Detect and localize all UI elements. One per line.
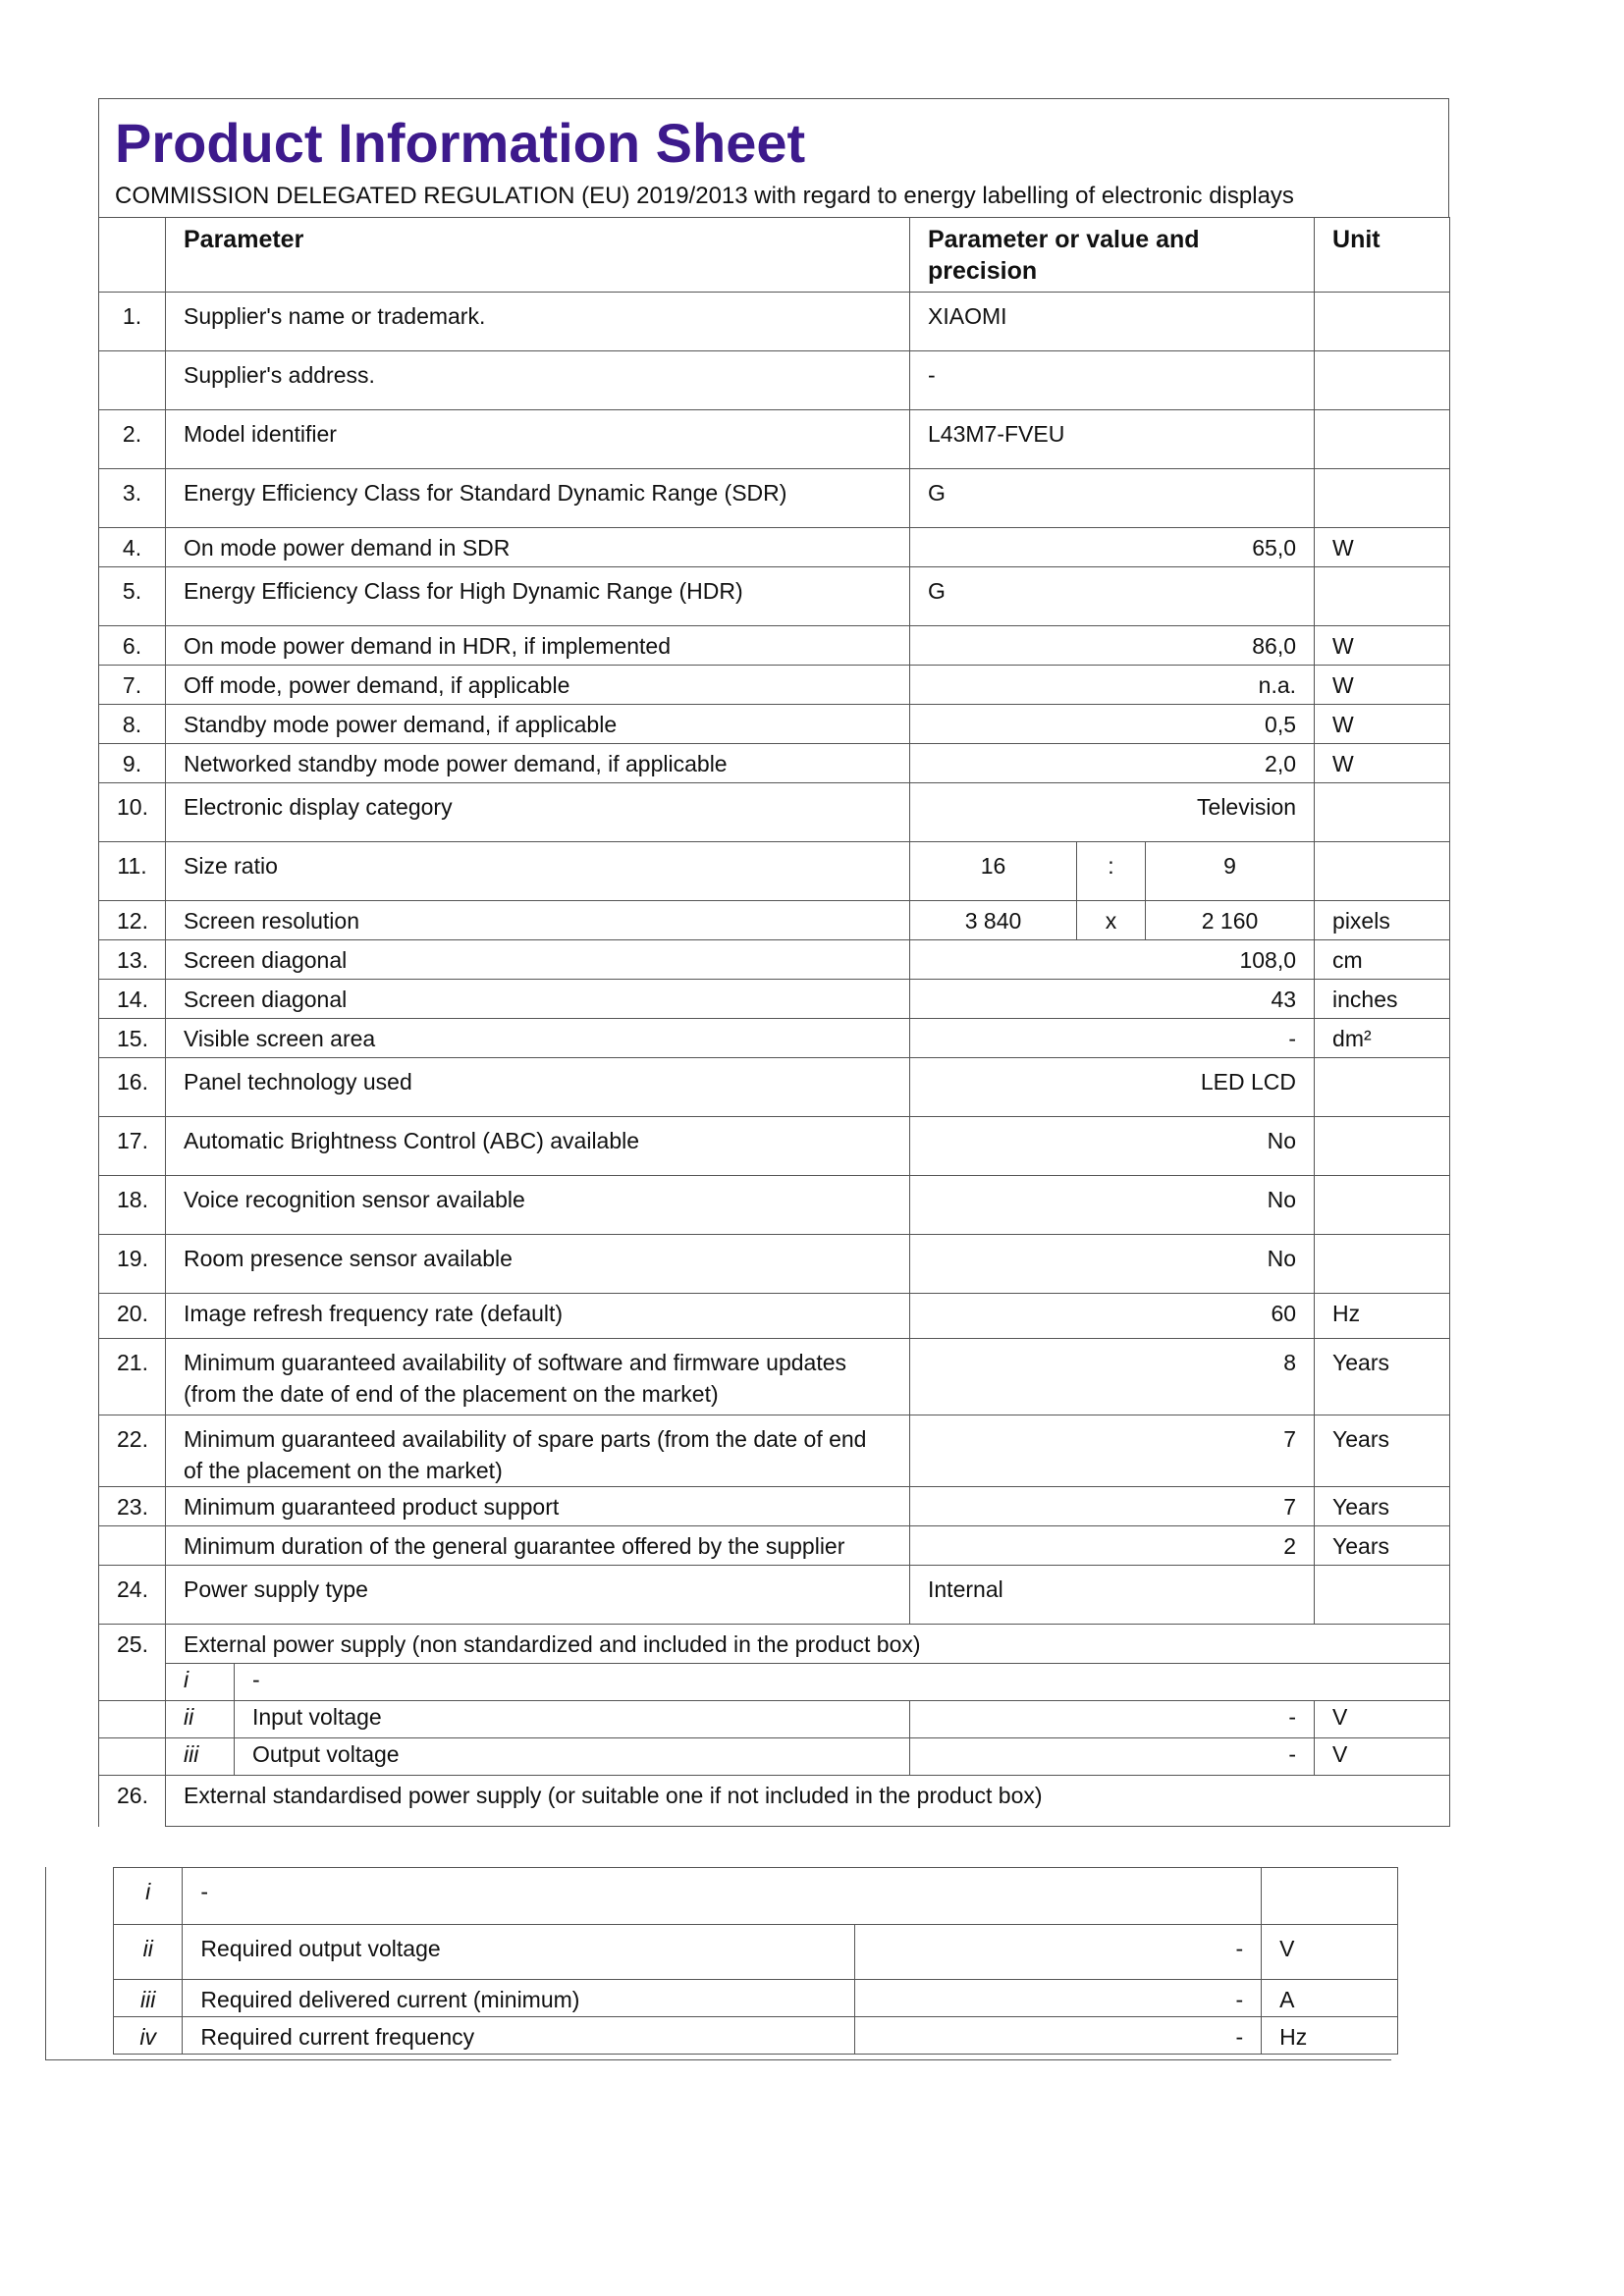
row-unit: W	[1315, 744, 1450, 783]
row-value: 7	[910, 1415, 1315, 1487]
row-value: LED LCD	[910, 1058, 1315, 1117]
row-value: 60	[910, 1294, 1315, 1339]
roman-numeral: iii	[114, 1980, 183, 2017]
sub-label: Required delivered current (minimum)	[183, 1980, 854, 2017]
value-a: 3 840	[910, 901, 1077, 940]
row-unit	[1315, 1176, 1450, 1235]
table-row	[114, 1925, 1398, 1980]
row-number: 2.	[99, 410, 166, 469]
row-number: 3.	[99, 469, 166, 528]
row-unit: inches	[1315, 980, 1450, 1019]
table-row	[99, 410, 1450, 469]
row-value: 108,0	[910, 940, 1315, 980]
header-value: Parameter or value and precision	[910, 218, 1315, 293]
parameter-table	[98, 217, 1450, 1827]
row-value: 0,5	[910, 705, 1315, 744]
row-value: 2	[910, 1526, 1315, 1566]
header-parameter: Parameter	[166, 218, 910, 293]
row-number: 21.	[99, 1339, 166, 1415]
sub-label: Required current frequency	[183, 2017, 854, 2055]
table-row	[99, 901, 1450, 940]
table-row	[99, 351, 1450, 410]
row-value: 65,0	[910, 528, 1315, 567]
row-value: -	[910, 351, 1315, 410]
row-number: 13.	[99, 940, 166, 980]
row-unit	[1315, 1058, 1450, 1117]
row-number: 4.	[99, 528, 166, 567]
sub-unit	[1262, 1868, 1398, 1925]
row-unit: Years	[1315, 1339, 1450, 1415]
external-standardised-supply-table	[113, 1867, 1398, 2055]
row-label: Supplier's address.	[166, 351, 910, 410]
row-number: 5.	[99, 567, 166, 626]
row-number: 24.	[99, 1566, 166, 1625]
row-label: Screen diagonal	[166, 980, 910, 1019]
row-number: 10.	[99, 783, 166, 842]
row-label: Visible screen area	[166, 1019, 910, 1058]
row-unit: Years	[1315, 1487, 1450, 1526]
row-label: Screen diagonal	[166, 940, 910, 980]
row-number: 26.	[99, 1776, 166, 1827]
table-row	[99, 567, 1450, 626]
table-row	[99, 1701, 1450, 1738]
row-value: No	[910, 1176, 1315, 1235]
row-unit	[1315, 1566, 1450, 1625]
table-row	[99, 293, 1450, 351]
row-value: 7	[910, 1487, 1315, 1526]
row-label: Minimum guaranteed product support	[166, 1487, 910, 1526]
table-row	[99, 744, 1450, 783]
sub-value: -	[910, 1738, 1315, 1776]
row-label: Standby mode power demand, if applicable	[166, 705, 910, 744]
value-b: 9	[1146, 842, 1315, 901]
row-label: On mode power demand in SDR	[166, 528, 910, 567]
value-a: 16	[910, 842, 1077, 901]
row-unit	[1315, 842, 1450, 901]
product-information-sheet	[98, 98, 1449, 1827]
row-value: No	[910, 1117, 1315, 1176]
table-row	[99, 1176, 1450, 1235]
row-value: n.a.	[910, 666, 1315, 705]
row-value: XIAOMI	[910, 293, 1315, 351]
row-unit: Hz	[1315, 1294, 1450, 1339]
table-row	[99, 705, 1450, 744]
table-row	[99, 1776, 1450, 1827]
row-value: 43	[910, 980, 1315, 1019]
row-number: 9.	[99, 744, 166, 783]
table-row	[99, 980, 1450, 1019]
table-row	[99, 1625, 1450, 1664]
row-value: -	[910, 1019, 1315, 1058]
row-unit	[1315, 1235, 1450, 1294]
row-value: G	[910, 567, 1315, 626]
row-value: Internal	[910, 1566, 1315, 1625]
row-label: Screen resolution	[166, 901, 910, 940]
row-label: Energy Efficiency Class for Standard Dynamic Range (SDR)	[166, 469, 910, 528]
row-label: Electronic display category	[166, 783, 910, 842]
table-row	[99, 1664, 1450, 1701]
row-value: 86,0	[910, 626, 1315, 666]
sub-label: -	[183, 1868, 1262, 1925]
table-row	[114, 1980, 1398, 2017]
title-box	[98, 98, 1449, 217]
table-row	[99, 1019, 1450, 1058]
sub-unit: Hz	[1262, 2017, 1398, 2055]
row-label: Voice recognition sensor available	[166, 1176, 910, 1235]
row-label: Image refresh frequency rate (default)	[166, 1294, 910, 1339]
sub-value: -	[854, 1980, 1262, 2017]
row-number: 7.	[99, 666, 166, 705]
row-unit: Years	[1315, 1415, 1450, 1487]
roman-numeral: ii	[114, 1925, 183, 1980]
row-unit: W	[1315, 528, 1450, 567]
row-number: 14.	[99, 980, 166, 1019]
row-unit: W	[1315, 626, 1450, 666]
row-value: No	[910, 1235, 1315, 1294]
row-unit: cm	[1315, 940, 1450, 980]
row-number: 25.	[99, 1625, 166, 1701]
row-label: External power supply (non standardized and included in the product box)	[166, 1625, 1450, 1664]
row-label: Panel technology used	[166, 1058, 910, 1117]
row-unit	[1315, 783, 1450, 842]
roman-numeral: i	[114, 1868, 183, 1925]
regulation-subtitle: COMMISSION DELEGATED REGULATION (EU) 2019/2013 with regard to energy labelling of electronic displays	[115, 183, 1294, 209]
sub-label: Output voltage	[235, 1738, 910, 1776]
sub-value: -	[910, 1701, 1315, 1738]
sub-unit: V	[1315, 1738, 1450, 1776]
row-value: Television	[910, 783, 1315, 842]
header-unit: Unit	[1315, 218, 1450, 293]
row-unit	[1315, 1117, 1450, 1176]
row-label: Automatic Brightness Control (ABC) available	[166, 1117, 910, 1176]
row-value: L43M7-FVEU	[910, 410, 1315, 469]
sub-unit: V	[1262, 1925, 1398, 1980]
row-number: 6.	[99, 626, 166, 666]
sub-label: Required output voltage	[183, 1925, 854, 1980]
row-number: 11.	[99, 842, 166, 901]
roman-numeral: ii	[166, 1701, 235, 1738]
row-unit	[1315, 293, 1450, 351]
row-label: Size ratio	[166, 842, 910, 901]
row-unit	[1315, 567, 1450, 626]
row-number: 15.	[99, 1019, 166, 1058]
row-label: Minimum guaranteed availability of spare parts (from the date of end of the placement on the market)	[166, 1415, 910, 1487]
external-standardised-supply-block	[45, 1867, 1398, 2055]
sub-value: -	[854, 1925, 1262, 1980]
row-label: Minimum guaranteed availability of software and firmware updates (from the date of end of the placement on the market)	[166, 1339, 910, 1415]
table-row	[99, 842, 1450, 901]
row-number: 23.	[99, 1487, 166, 1526]
sub-unit: V	[1315, 1701, 1450, 1738]
roman-numeral: iii	[166, 1738, 235, 1776]
row-number: 18.	[99, 1176, 166, 1235]
row-number	[99, 1738, 166, 1776]
value-b: 2 160	[1146, 901, 1315, 940]
row-label: Minimum duration of the general guarantee offered by the supplier	[166, 1526, 910, 1566]
row-value: 8	[910, 1339, 1315, 1415]
table-row	[99, 1235, 1450, 1294]
table-row	[99, 1339, 1450, 1415]
row-unit: dm²	[1315, 1019, 1450, 1058]
table-row	[99, 1117, 1450, 1176]
row-value: 2,0	[910, 744, 1315, 783]
table-row	[99, 1487, 1450, 1526]
table-row	[99, 666, 1450, 705]
row-label: Room presence sensor available	[166, 1235, 910, 1294]
row-label: Model identifier	[166, 410, 910, 469]
row-number: 22.	[99, 1415, 166, 1487]
row-number: 19.	[99, 1235, 166, 1294]
row-value: G	[910, 469, 1315, 528]
row-number: 16.	[99, 1058, 166, 1117]
row-label: Energy Efficiency Class for High Dynamic Range (HDR)	[166, 567, 910, 626]
row-unit	[1315, 351, 1450, 410]
table-row	[114, 2017, 1398, 2055]
row-unit: Years	[1315, 1526, 1450, 1566]
table-row	[99, 1566, 1450, 1625]
roman-numeral: iv	[114, 2017, 183, 2055]
row-label: On mode power demand in HDR, if implemented	[166, 626, 910, 666]
row-number: 17.	[99, 1117, 166, 1176]
table-row	[114, 1868, 1398, 1925]
row-label: Supplier's name or trademark.	[166, 293, 910, 351]
row-unit: pixels	[1315, 901, 1450, 940]
table-row	[99, 1526, 1450, 1566]
table-row	[99, 1415, 1450, 1487]
row-number	[99, 1526, 166, 1566]
table-row	[99, 469, 1450, 528]
row-number: 12.	[99, 901, 166, 940]
row-unit	[1315, 410, 1450, 469]
sub-unit: A	[1262, 1980, 1398, 2017]
sub-label: Input voltage	[235, 1701, 910, 1738]
row-number	[99, 1701, 166, 1738]
table-row	[99, 940, 1450, 980]
table-row	[99, 1738, 1450, 1776]
row-number: 1.	[99, 293, 166, 351]
page-title: Product Information Sheet	[115, 112, 806, 174]
table-row	[99, 528, 1450, 567]
row-label: Networked standby mode power demand, if applicable	[166, 744, 910, 783]
row-number: 20.	[99, 1294, 166, 1339]
sub-label: -	[235, 1664, 1450, 1701]
table-row	[99, 626, 1450, 666]
row-unit	[1315, 469, 1450, 528]
sub-value: -	[854, 2017, 1262, 2055]
row-label: Power supply type	[166, 1566, 910, 1625]
table-row	[99, 1058, 1450, 1117]
table-row	[99, 783, 1450, 842]
row-number: 8.	[99, 705, 166, 744]
row-unit: W	[1315, 705, 1450, 744]
value-separator: x	[1077, 901, 1146, 940]
row-label: External standardised power supply (or suitable one if not included in the product box)	[166, 1776, 1450, 1827]
value-separator: :	[1077, 842, 1146, 901]
table-header-row	[99, 218, 1450, 293]
row-number	[99, 351, 166, 410]
row-unit: W	[1315, 666, 1450, 705]
row-label: Off mode, power demand, if applicable	[166, 666, 910, 705]
roman-numeral: i	[166, 1664, 235, 1701]
table-row	[99, 1294, 1450, 1339]
